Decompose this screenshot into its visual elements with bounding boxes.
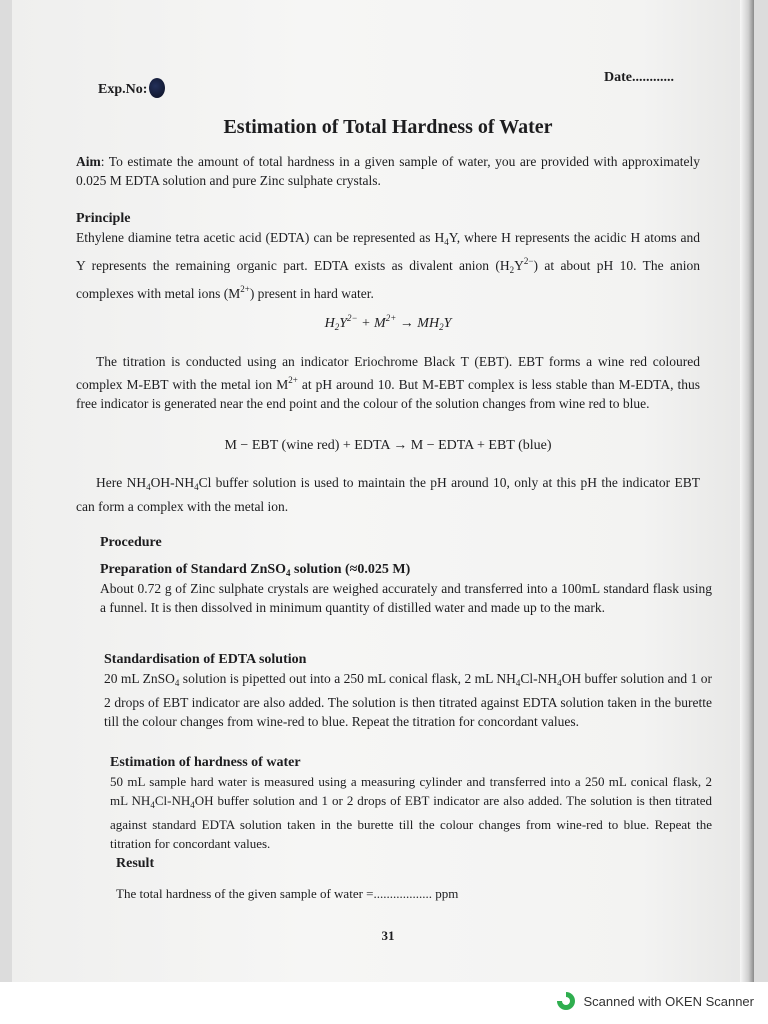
aim-text: : To estimate the amount of total hardness in a given sample of water, you are provided with approximately 0.025 M EDTA solution and pure Zinc sulphate crystals. [76,154,700,188]
est-a: 50 mL sample hard water is measured using a measuring cylinder and transferred into a 250 mL conical flask, 2 mL NH [110,774,712,808]
p1-c: Y [514,258,524,273]
estimation-paragraph [110,772,712,853]
exp-no-text: Exp.No: [98,82,148,97]
estimation-heading: Estimation of hardness of water [110,755,301,770]
sup-2minus: 2− [523,256,534,266]
est-sub2: 4 [190,800,195,810]
eq1-sub: 2 [334,322,340,332]
est-c: OH buffer solution and 1 or 2 drops of EBT indicator are also added. The solution is then titrated against standard EDTA solution taken in the burette till the colour changes from wine-red to blue. Repeat the titration for concordant values. [110,793,712,851]
std-sub2: 4 [515,678,521,688]
p3-a: Here NH [96,475,147,490]
result-heading: Result [116,856,155,871]
ink-blot [149,78,165,98]
oken-logo-icon [557,992,575,1010]
p3-c: Cl buffer solution is used to maintain the pH around 10, only at this pH the indicator EBT can form a complex with the metal ion. [76,475,700,514]
std-sub1: 4 [174,678,180,688]
page-title: Estimation of Total Hardness of Water [223,116,553,138]
exp-no-label [98,78,165,98]
standardisation-heading: Standardisation of EDTA solution [104,652,307,667]
principle-paragraph-2 [76,352,700,413]
prep-sub: 4 [286,568,291,578]
p2-b: at pH around 10. But M-EBT complex is less stable than M-EDTA, thus free indicator is generated near the end point and the colour of the solution changes from wine red to blue. [76,377,700,411]
est-b: Cl-NH [154,793,191,808]
eq1-c: + M [357,316,386,331]
eq1-sup2: 2+ [385,313,397,323]
std-sub3: 4 [557,678,562,688]
preparation-heading [100,562,410,578]
scanner-watermark-text: Scanned with OKEN Scanner [583,993,754,1009]
preparation-paragraph: About 0.72 g of Zinc sulphate crystals are weighed accurately and transferred into a 100mL standard flask using a funnel. It is then dissolved in minimum quantity of distilled water and made up to the mark. [100,581,712,615]
procedure-heading: Procedure [100,535,162,550]
est-sub1: 4 [150,800,155,810]
scanner-watermark [557,992,754,1010]
document-page [12,0,754,982]
p1-b: Y, where H represents the acidic H atoms and Y represents the remaining organic part. EDTA exists as divalent anion (H [76,230,700,273]
std-a: 20 mL ZnSO [104,671,175,686]
p1-e: ) present in hard water. [249,286,374,301]
equation-indicator: M − EBT (wine red) + EDTA → M − EDTA + EBT (blue) [224,438,552,453]
p2-a: The titration is conducted using an indicator Eriochrome Black T (EBT). EBT forms a wine red coloured complex M-EBT with the metal ion M [76,354,700,392]
aim-label: Aim [76,154,101,169]
p3-sub1: 4 [146,482,151,492]
page-edge-shadow [740,0,754,982]
prep-heading-b: solution (≈0.025 M) [290,562,411,577]
std-c: Cl-NH [520,671,558,686]
result-text: The total hardness of the given sample of water =.................. ppm [116,886,459,901]
equation-complexation [76,313,700,332]
p1-a: Ethylene diamine tetra acetic acid (EDTA) can be represented as H [76,230,445,245]
date-label: Date............ [604,70,674,85]
principle-paragraph-3 [76,473,700,516]
standardisation-paragraph [104,669,712,731]
principle-paragraph-1 [76,228,700,303]
eq1-b: Y [339,316,348,331]
aim-paragraph [76,152,700,190]
eq1-sup: 2− [347,313,358,323]
scanner-footer [0,982,768,1024]
sup-2plus: 2+ [240,284,250,294]
eq1-a: H [324,316,335,331]
p2-sup: 2+ [288,375,298,385]
principle-heading: Principle [76,211,131,226]
sub-2: 2 [509,265,515,275]
eq1-sub2: 2 [439,322,444,332]
std-d: OH buffer solution and 1 or 2 drops of EBT indicator are also added. The solution is then titrated against EDTA solution taken in the burette till the colour changes from wine-red to blue. Repeat the titration for concordant values. [104,671,713,729]
eq1-d: → MH [396,316,440,331]
p1-d: ) at about pH 10. The anion complexes with metal ions (M [76,258,700,301]
sub-4: 4 [444,237,449,247]
p3-sub2: 4 [194,482,199,492]
prep-heading-a: Preparation of Standard ZnSO [100,562,287,577]
std-b: solution is pipetted out into a 250 mL conical flask, 2 mL NH [179,671,516,686]
p3-b: OH-NH [150,475,195,490]
page-number: 31 [381,928,395,943]
eq1-e: Y [443,316,452,331]
